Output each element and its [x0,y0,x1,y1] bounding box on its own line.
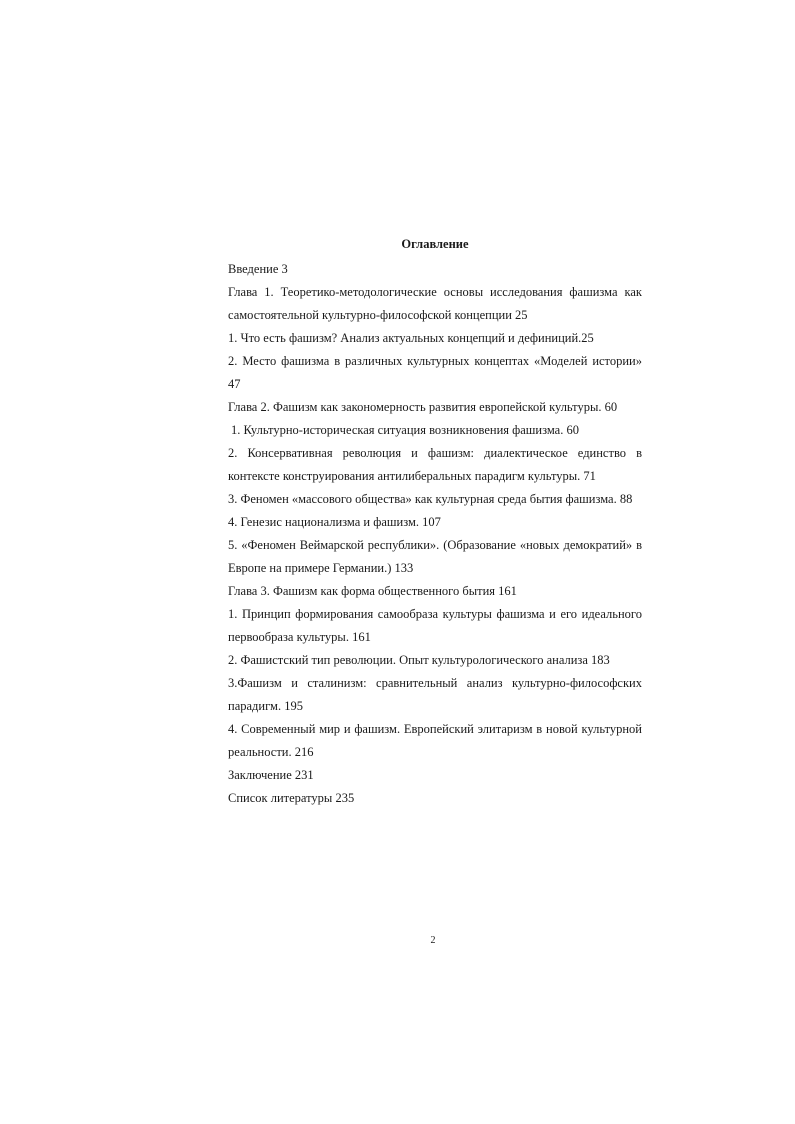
toc-entry-introduction: Введение 3 [228,262,288,276]
toc-entry-bibliography: Список литературы 235 [228,791,355,805]
toc-entry-chapter-1: Глава 1. Теоретико-методологические основы исследования фашизма как самостоятельной культурно-философской концепции 25 [228,285,642,322]
toc-entry-3-2: 2. Фашистский тип революции. Опыт культурологического анализа 183 [228,653,610,667]
toc-entry-2-4: 4. Генезис национализма и фашизм. 107 [228,515,441,529]
toc-entry-3-1: 1. Принцип формирования самообраза культуры фашизма и его идеального первообраза культуры. 161 [228,607,642,644]
toc-entry-1-1: 1. Что есть фашизм? Анализ актуальных концепций и дефиниций.25 [228,331,594,345]
toc-entry-chapter-3: Глава 3. Фашизм как форма общественного бытия 161 [228,584,517,598]
toc-entry-chapter-2: Глава 2. Фашизм как закономерность развития европейской культуры. 60 [228,400,618,414]
toc-entry-1-2: 2. Место фашизма в различных культурных концептах «Моделей истории» 47 [228,354,642,391]
toc-entry-conclusion: Заключение 231 [228,768,314,782]
page-number: 2 [430,935,436,946]
toc-entry-2-5: 5. «Феномен Веймарской республики». (Образование «новых демократий» в Европе на примере Германии.) 133 [228,538,642,575]
toc-entry-2-3: 3. Феномен «массового общества» как культурная среда бытия фашизма. 88 [228,492,633,506]
toc-entry-3-4: 4. Современный мир и фашизм. Европейский элитаризм в новой культурной реальности. 216 [228,722,642,759]
toc-entry-2-2: 2. Консервативная революция и фашизм: диалектическое единство в контексте конструирования антилиберальных парадигм культуры. 71 [228,446,642,483]
toc-entry-2-1: 1. Культурно-историческая ситуация возникновения фашизма. 60 [231,423,579,437]
table-of-contents [228,258,642,810]
page-title: Оглавление [401,237,469,251]
toc-entry-3-3: 3.Фашизм и сталинизм: сравнительный анализ культурно-философских парадигм. 195 [228,676,642,713]
